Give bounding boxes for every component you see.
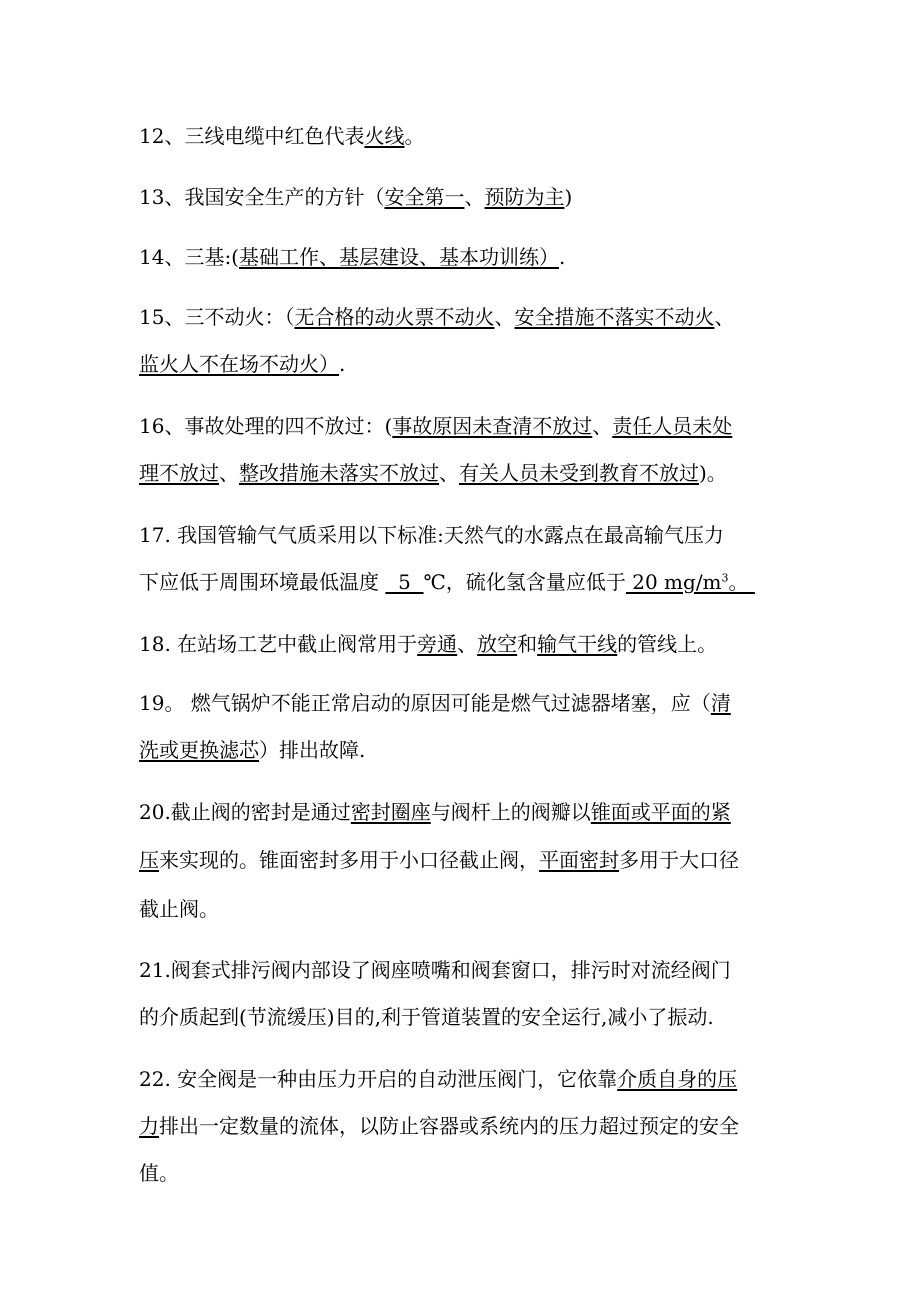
text: )。: [699, 461, 727, 485]
answer: 5: [385, 570, 424, 594]
item-15-line-1: [139, 303, 800, 331]
answer: 责任人员未处: [612, 414, 733, 438]
answer: 事故原因未查清不放过: [392, 414, 593, 438]
answer: 基础工作、基层建设、基本功训练）: [239, 245, 559, 269]
text: 19。 燃气锅炉不能正常启动的原因可能是燃气过滤器堵塞，应（: [139, 691, 711, 715]
text: 。: [404, 124, 425, 148]
text: .: [339, 352, 346, 376]
text: 截止阀。: [139, 897, 219, 921]
item-17-line-1: [139, 521, 800, 549]
item-21-line-2: [139, 1003, 800, 1031]
text: 来实现的。锥面密封多用于小口径截止阀，: [159, 848, 539, 872]
text: 、: [219, 461, 239, 485]
answer: 力: [139, 1114, 159, 1138]
answer: 平面密封: [539, 848, 619, 872]
text: 的管线上。: [617, 632, 718, 656]
text: 多用于大口径: [619, 848, 739, 872]
text: 15、三不动火：（: [139, 305, 295, 329]
text: 与阀杆上的阀瓣以: [430, 800, 591, 824]
answer: 预防为主: [484, 185, 565, 209]
text: ℃，硫化氢含量应低于: [423, 570, 626, 594]
text: 、: [439, 461, 459, 485]
item-16-line-2: [139, 459, 800, 487]
answer: 安全第一: [384, 185, 465, 209]
item-17-line-2: [139, 568, 800, 596]
item-14: [139, 243, 800, 271]
item-13: [139, 183, 800, 211]
item-19-line-1: [139, 689, 800, 717]
answer: 20 mg/m: [625, 570, 722, 594]
item-20-line-2: [139, 846, 800, 874]
text: 、: [457, 632, 478, 656]
text: 、: [494, 305, 515, 329]
text: 22. 安全阀是一种由压力开启的自动泄压阀门，它依靠: [139, 1067, 618, 1091]
text: .: [559, 245, 566, 269]
text: 下应低于周围环境最低温度: [139, 570, 386, 594]
answer: 旁通: [417, 632, 458, 656]
answer: 安全措施不落实不动火: [514, 305, 715, 329]
answer: 介质自身的压: [617, 1067, 738, 1091]
item-22-line-3: [139, 1159, 800, 1187]
text: 20.截止阀的密封是通过: [139, 800, 351, 824]
text: 18. 在站场工艺中截止阀常用于: [139, 632, 418, 656]
item-20-line-1: [139, 798, 800, 826]
text: 17. 我国管输气气质采用以下标准:天然气的水露点在最高输气压力: [139, 523, 724, 547]
answer: 压: [139, 848, 159, 872]
answer: 监火人不在场不动火）: [139, 352, 339, 376]
answer: 输气干线: [537, 632, 618, 656]
item-22-line-2: [139, 1112, 800, 1140]
text: 12、三线电缆中红色代表: [139, 124, 365, 148]
answer: 放空: [477, 632, 518, 656]
text: 排出一定数量的流体，以防止容器或系统内的压力超过预定的安全: [159, 1114, 739, 1138]
item-22-line-1: [139, 1065, 800, 1093]
item-12: [139, 122, 800, 150]
answer: 理不放过: [139, 461, 219, 485]
text: 21.阀套式排污阀内部设了阀座喷嘴和阀套窗口，排污时对流经阀门: [139, 958, 731, 982]
answer: 火线: [364, 124, 405, 148]
text: 值。: [139, 1161, 179, 1185]
answer: 密封圈座: [350, 800, 431, 824]
text: 13、我国安全生产的方针（: [139, 185, 385, 209]
item-19-line-2: [139, 736, 800, 764]
answer: 。: [728, 570, 755, 594]
item-20-line-3: [139, 895, 800, 923]
answer: 有关人员未受到教育不放过: [459, 461, 699, 485]
item-18: [139, 630, 800, 658]
item-21-line-1: [139, 956, 800, 984]
text: ）排出故障.: [259, 738, 366, 762]
answer: 清: [710, 691, 731, 715]
superscript: 3: [721, 571, 729, 585]
text: 、: [592, 414, 613, 438]
answer: 锥面或平面的紧: [590, 800, 731, 824]
answer-group: [626, 570, 755, 594]
text: 和: [517, 632, 538, 656]
text: 、: [714, 305, 735, 329]
text: 的介质起到(节流缓压)目的,利于管道装置的安全运行,减小了振动.: [139, 1005, 714, 1029]
answer: 洗或更换滤芯: [139, 738, 259, 762]
text: 、: [464, 185, 485, 209]
item-15-line-2: [139, 350, 800, 378]
answer: 整改措施未落实不放过: [239, 461, 439, 485]
text: 16、事故处理的四不放过：(: [139, 414, 393, 438]
text: 14、三基:(: [139, 245, 239, 269]
answer: 无合格的动火票不动火: [294, 305, 495, 329]
item-16-line-1: [139, 412, 800, 440]
text: ): [564, 185, 573, 209]
